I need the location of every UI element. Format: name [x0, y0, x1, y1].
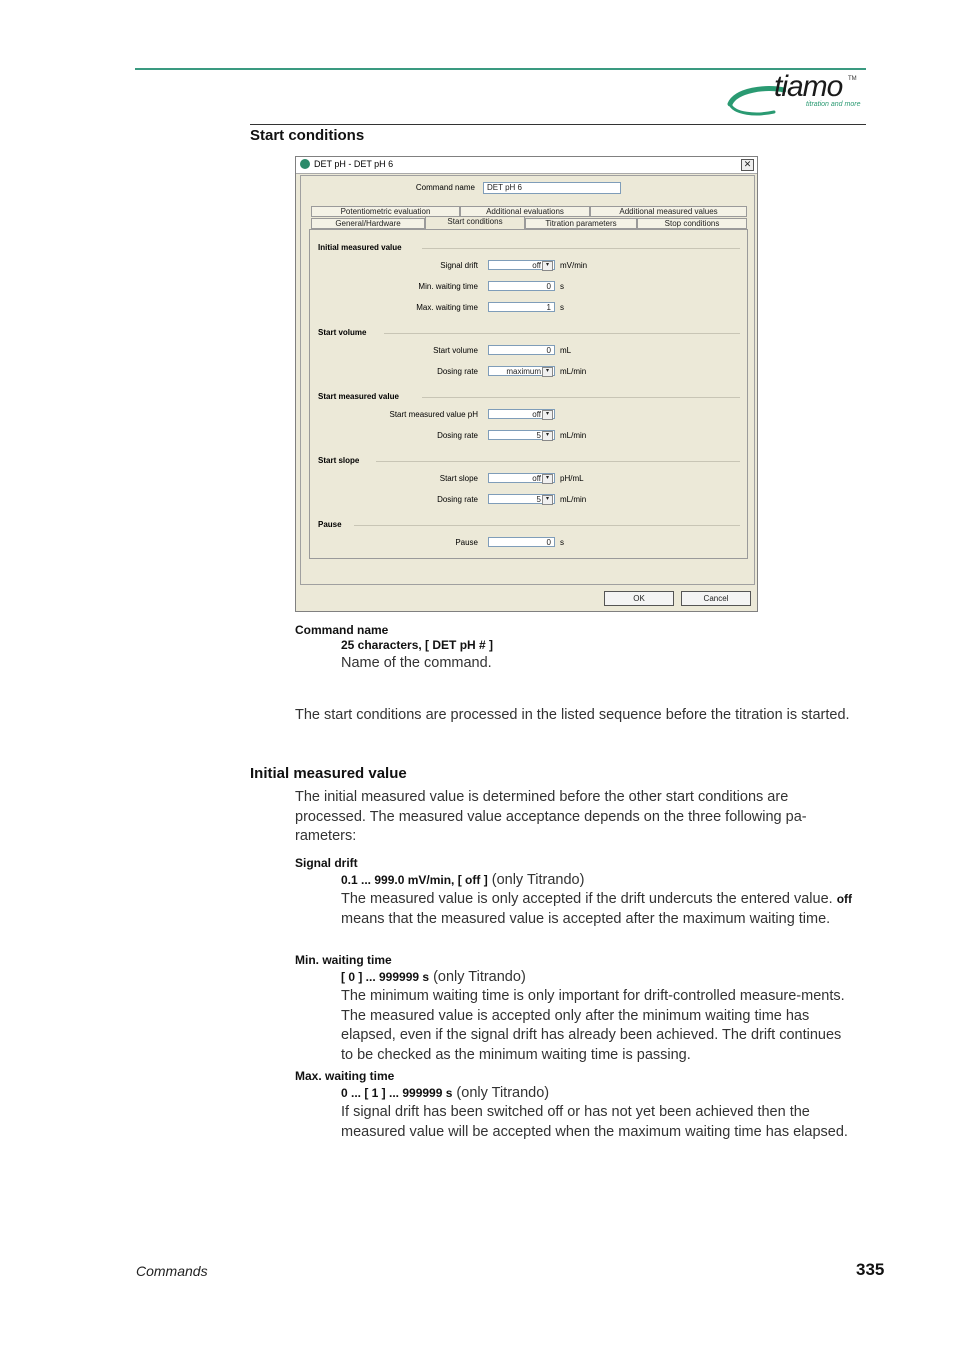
- param-command-name-desc: Name of the command.: [341, 655, 492, 671]
- dosing-rate-unit: mL/min: [560, 431, 587, 440]
- min-waiting-time-input[interactable]: 0: [488, 281, 555, 291]
- param-command-name-range: 25 characters, [ DET pH # ]: [341, 638, 494, 652]
- pause-unit: s: [560, 538, 564, 547]
- section-title: Start conditions: [250, 127, 365, 144]
- chevron-down-icon[interactable]: ▾: [542, 431, 553, 441]
- tab-potentiometric-evaluation[interactable]: Potentiometric evaluation: [311, 206, 460, 217]
- group-divider: [422, 397, 740, 398]
- dialog-body: [300, 175, 755, 585]
- group-divider: [422, 248, 740, 249]
- param-min-waiting-time-range: [ 0 ] ... 999999 s: [341, 970, 430, 984]
- group-divider: [376, 461, 740, 462]
- chevron-down-icon[interactable]: ▾: [542, 410, 553, 420]
- group-start-slope: Start slope: [318, 456, 360, 465]
- signal-drift-select[interactable]: off ▾: [488, 260, 555, 270]
- pause-label: Pause: [455, 538, 478, 547]
- param-min-waiting-time-range-line: [341, 968, 856, 988]
- min-waiting-time-label: Min. waiting time: [418, 282, 478, 291]
- dosing-rate-select[interactable]: maximum ▾: [488, 366, 555, 376]
- tab-additional-measured-values[interactable]: Additional measured values: [590, 206, 747, 217]
- group-divider: [354, 525, 740, 526]
- group-start-volume: Start volume: [318, 328, 367, 337]
- param-signal-drift-desc: The measured value is only accepted if the drift undercuts the entered value. off means that the measured value is accepted after the maximum waiting time.: [341, 891, 853, 927]
- dosing-rate-label: Dosing rate: [437, 495, 478, 504]
- start-volume-label: Start volume: [433, 346, 478, 355]
- param-command-name-heading: Command name: [295, 623, 389, 637]
- dialog-title: DET pH - DET pH 6: [314, 159, 394, 169]
- max-waiting-time-input[interactable]: 1: [488, 302, 555, 312]
- group-pause: Pause: [318, 520, 342, 529]
- start-slope-select[interactable]: off ▾: [488, 473, 555, 483]
- group-start-measured-value: Start measured value: [318, 392, 399, 401]
- tab-start-conditions[interactable]: Start conditions: [425, 216, 525, 229]
- dialog-window: [295, 156, 758, 612]
- close-icon[interactable]: ✕: [741, 159, 754, 171]
- app-icon: [300, 159, 310, 169]
- ok-button[interactable]: OK: [604, 591, 674, 606]
- dosing-rate-label: Dosing rate: [437, 367, 478, 376]
- initial-measured-value-heading: Initial measured value: [250, 765, 407, 782]
- dosing-rate-unit: mL/min: [560, 367, 587, 376]
- tiamo-logo: tiamo TM titration and more: [726, 72, 866, 120]
- param-signal-drift-range: 0.1 ... 999.0 mV/min, [ off ]: [341, 873, 488, 887]
- param-min-waiting-time-heading: Min. waiting time: [295, 953, 392, 967]
- header-rule: [135, 68, 866, 70]
- param-min-waiting-time-desc: The minimum waiting time is only important for drift-controlled measure-ments. The measured value is accepted only after the minimum waiting time has elapsed, even if the signal drift has already been achieved. The drift continues to be checked as the minimum waiting time is passing.: [341, 988, 845, 1063]
- param-min-waiting-time-range-suffix: (only Titrando): [429, 969, 526, 985]
- chevron-down-icon[interactable]: ▾: [542, 495, 553, 505]
- dosing-rate-unit: mL/min: [560, 495, 587, 504]
- command-name-label: Command name: [415, 183, 475, 192]
- start-slope-unit: pH/mL: [560, 474, 584, 483]
- section-rule: [250, 124, 866, 125]
- dosing-rate-select[interactable]: 5 ▾: [488, 430, 555, 440]
- footer-section: Commands: [136, 1263, 208, 1279]
- dialog-titlebar: [296, 157, 757, 174]
- min-waiting-time-unit: s: [560, 282, 564, 291]
- max-waiting-time-label: Max. waiting time: [416, 303, 478, 312]
- start-measured-value-ph-label: Start measured value pH: [389, 410, 478, 419]
- signal-drift-label: Signal drift: [440, 261, 478, 270]
- param-max-waiting-time-heading: Max. waiting time: [295, 1069, 395, 1083]
- tab-panel: [309, 229, 748, 559]
- start-slope-label: Start slope: [439, 474, 478, 483]
- param-max-waiting-time-range-line: [341, 1084, 856, 1104]
- cancel-button[interactable]: Cancel: [681, 591, 751, 606]
- chevron-down-icon[interactable]: ▾: [542, 367, 553, 377]
- param-signal-drift-range-line: [341, 871, 856, 891]
- group-divider: [384, 333, 740, 334]
- tab-additional-evaluations[interactable]: Additional evaluations: [460, 206, 590, 217]
- start-volume-input[interactable]: 0: [488, 345, 555, 355]
- start-measured-value-ph-select[interactable]: off ▾: [488, 409, 555, 419]
- signal-drift-unit: mV/min: [560, 261, 588, 270]
- group-initial-measured-value: Initial measured value: [318, 243, 402, 252]
- dosing-rate-select[interactable]: 5 ▾: [488, 494, 555, 504]
- tab-titration-parameters[interactable]: Titration parameters: [525, 218, 637, 229]
- dosing-rate-label: Dosing rate: [437, 431, 478, 440]
- start-volume-unit: mL: [560, 346, 572, 355]
- initial-measured-value-desc: The initial measured value is determined before the other start conditions are processed. The measured value acceptance depends on the three following pa-rameters:: [295, 789, 807, 844]
- command-name-input[interactable]: DET pH 6: [483, 182, 621, 194]
- pause-input[interactable]: 0: [488, 537, 555, 547]
- chevron-down-icon[interactable]: ▾: [542, 261, 553, 271]
- param-max-waiting-time-range: 0 ... [ 1 ] ... 999999 s: [341, 1086, 453, 1100]
- tab-general-hardware[interactable]: General/Hardware: [311, 218, 425, 229]
- tab-stop-conditions[interactable]: Stop conditions: [637, 218, 747, 229]
- intro-paragraph: The start conditions are processed in the listed sequence before the titration is started.: [295, 707, 850, 723]
- page-number: 335: [856, 1260, 885, 1279]
- param-max-waiting-time-desc: If signal drift has been switched off or has not yet been achieved then the measured value will be accepted when the maximum waiting time has elapsed.: [341, 1104, 848, 1140]
- param-max-waiting-time-range-suffix: (only Titrando): [452, 1085, 550, 1101]
- max-waiting-time-unit: s: [560, 303, 564, 312]
- param-signal-drift-heading: Signal drift: [295, 856, 358, 870]
- chevron-down-icon[interactable]: ▾: [542, 474, 553, 484]
- param-signal-drift-range-suffix: (only Titrando): [487, 872, 585, 888]
